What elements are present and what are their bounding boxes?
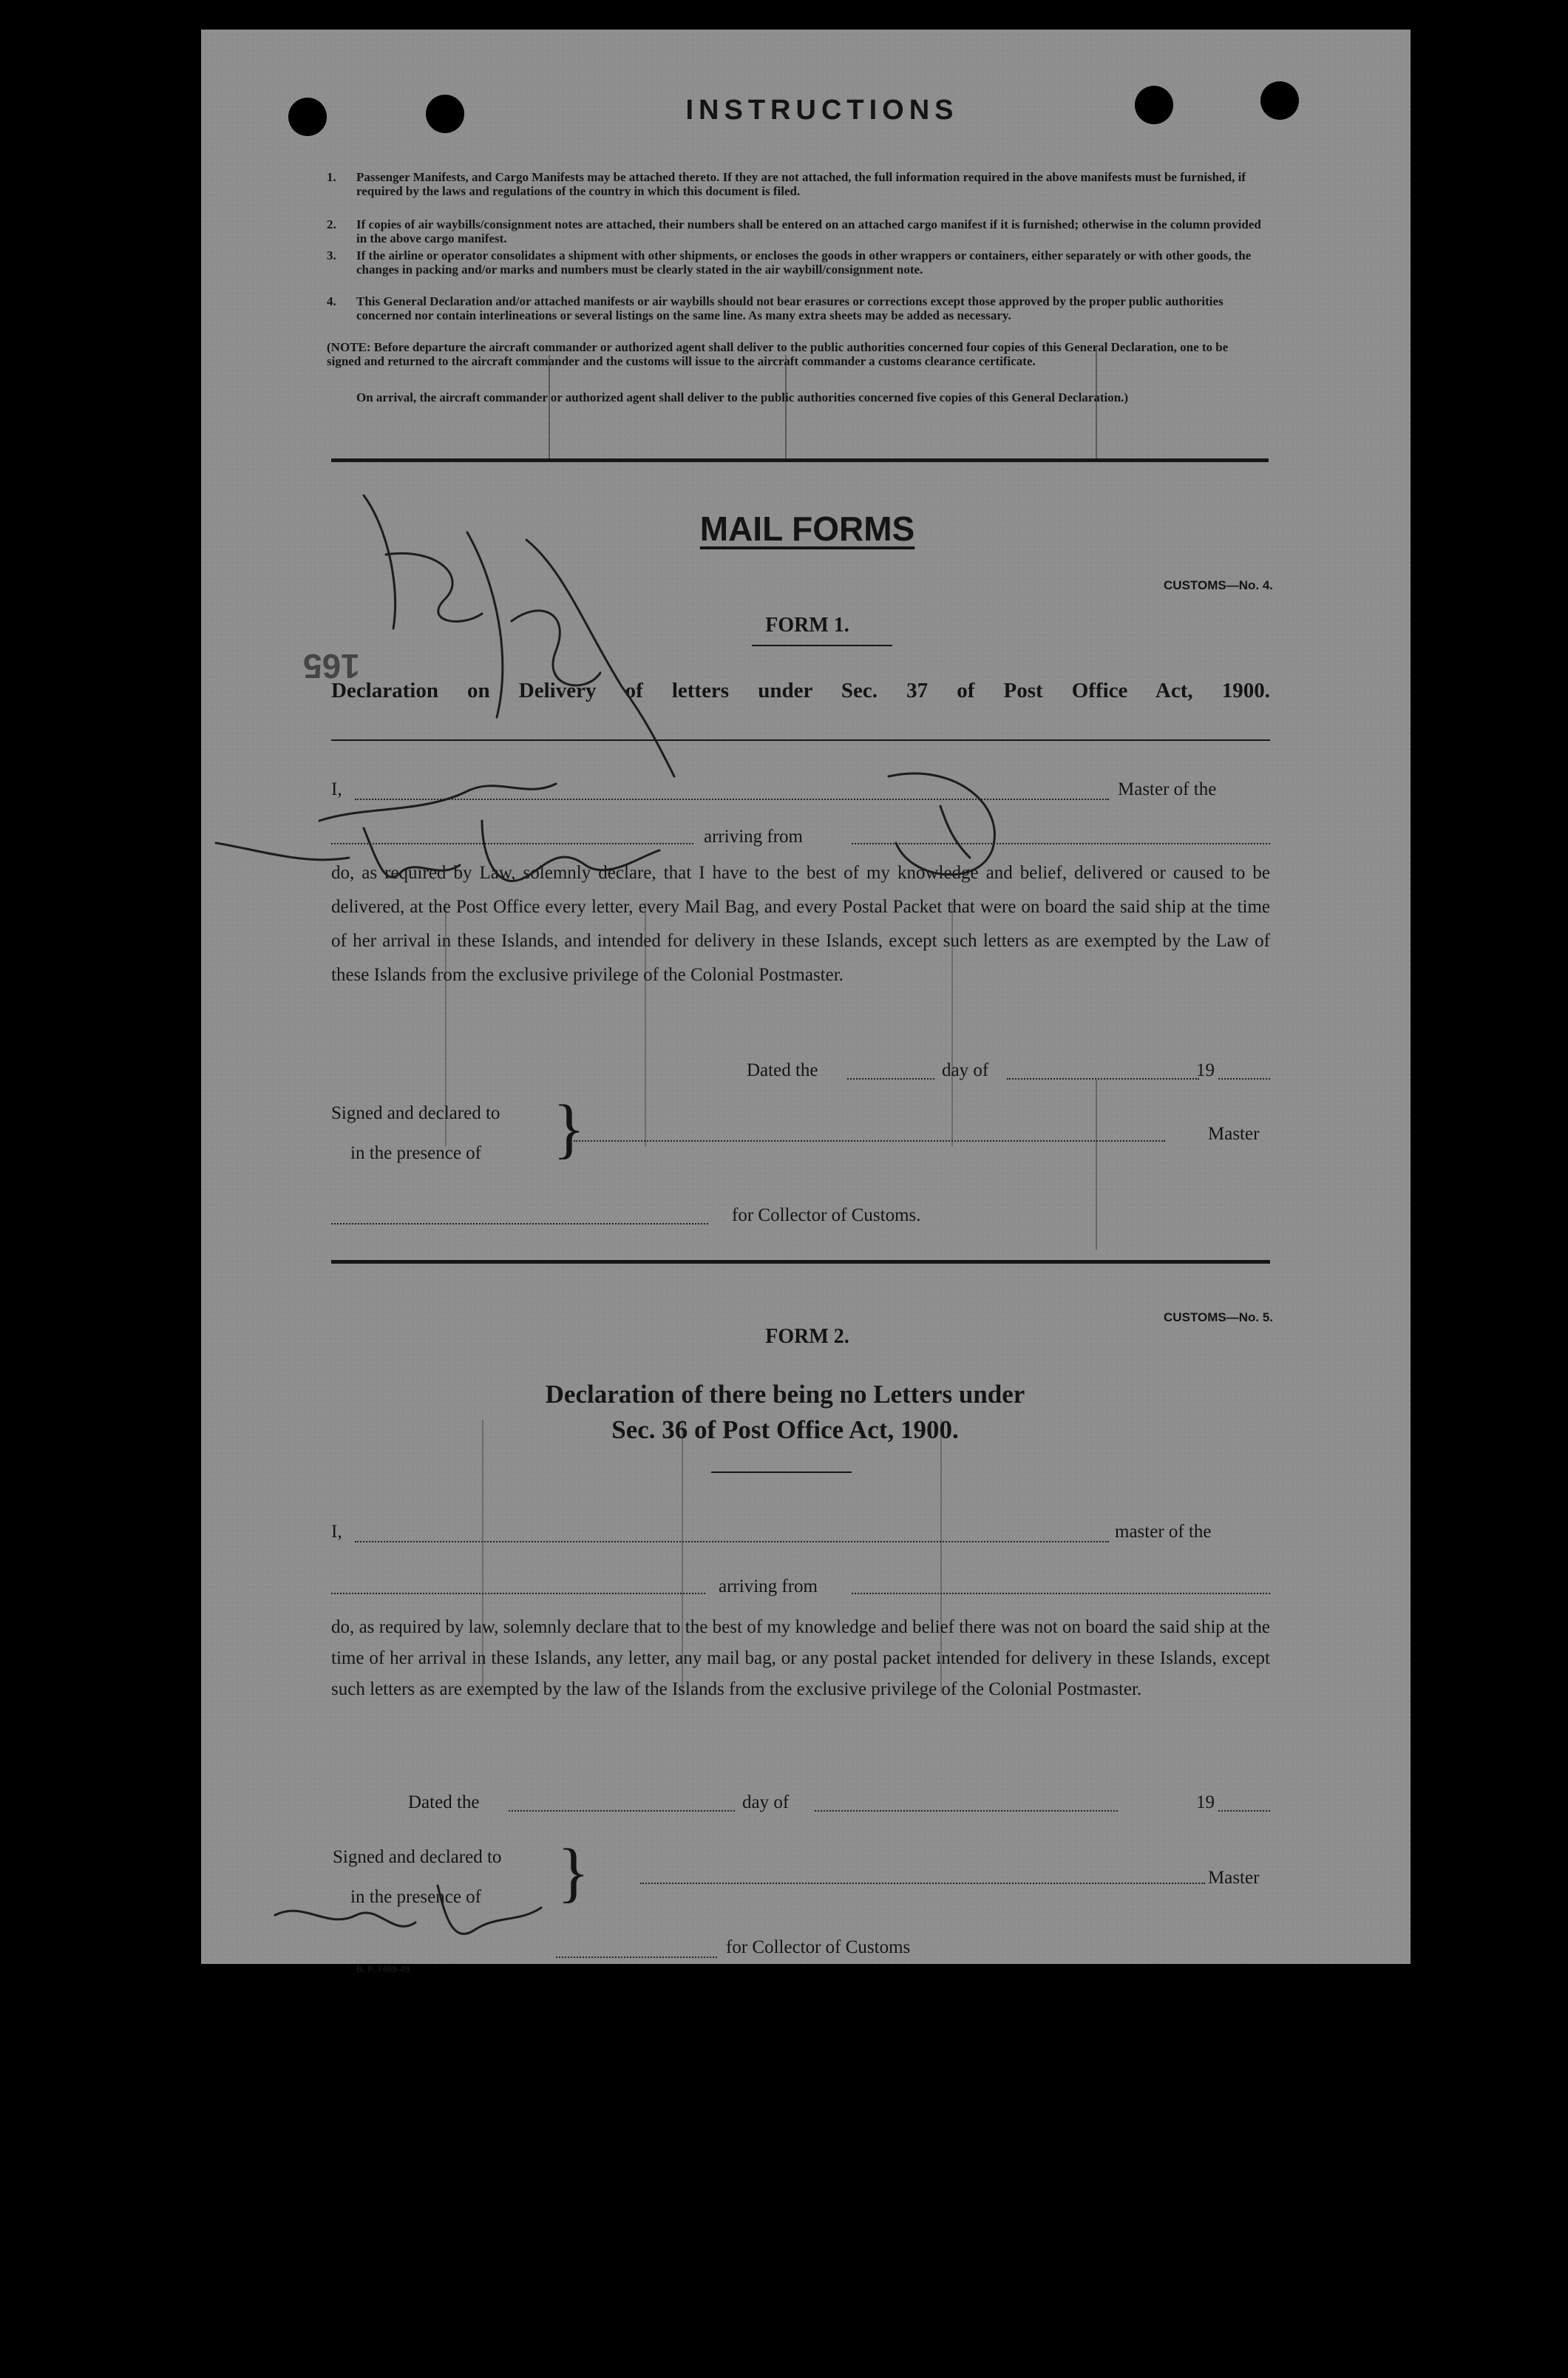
master-label: Master [1208,1124,1260,1144]
fill-in-line [574,1140,1165,1142]
brace: } [557,1836,590,1909]
instruction-item: 2. If copies of air waybills/consignment notes are attached, their numbers shall be entered on an attached cargo manifest if it is furnished; otherwise in the column provided in the above cargo manifest. [327,217,1261,245]
brace: } [553,1092,586,1165]
master-line-end: master of the [1115,1522,1212,1542]
instructions-title: INSTRUCTIONS [685,95,959,126]
punch-hole [1260,81,1299,120]
day-of-label: day of [942,1060,989,1080]
divider [331,1260,1270,1264]
dated-label: Dated the [408,1792,480,1812]
year-label: 19 [1196,1060,1215,1080]
fill-in-line [556,1957,717,1958]
day-of-label: day of [742,1792,790,1812]
collector-label: for Collector of Customs [726,1937,911,1957]
instruction-item: 1. Passenger Manifests, and Cargo Manifests may be attached thereto. If they are not attached, the full information required in the above manifests must be furnished, if required by the laws and regulations of the country in which this document is filed. [327,170,1246,198]
master-label: Master [1208,1868,1260,1888]
instruction-item: 4. This General Declaration and/or attached manifests or air waybills should not bear erasures or corrections except those approved by the proper public authorities concerned nor contain interlineations or several listings on the same line. As many extra sheets may be added as necessary. [327,294,1223,322]
heading-underline [711,1471,852,1473]
fill-in-line [1218,1810,1270,1812]
fill-in-line [331,1593,705,1594]
collector-label: for Collector of Customs. [732,1205,921,1225]
handwritten-signature [260,1871,556,1952]
dated-label: Dated the [747,1060,818,1080]
arriving-from-label: arriving from [719,1576,818,1596]
bleed-through-line [785,355,787,458]
instruction-item: 3. If the airline or operator consolidates a shipment with other shipments, or encloses the goods in other wrappers or containers, either separately or with other goods, the changes in packing and/or marks and numbers must be clearly stated in the air waybill/consignment note. [327,248,1252,277]
arriving-from-label: arriving from [704,827,803,847]
fill-in-line [852,1593,1270,1594]
handwritten-signature [201,799,674,902]
bleed-through-line [1096,348,1097,458]
form-heading: FORM 2. [765,1325,849,1348]
document-page [201,30,1411,1974]
declaration-body: do, as required by law, solemnly declare that to the best of my knowledge and belief there was not on board the said ship at the time of her arrival in these Islands, any letter, any mail bag, or any postal packet intended for delivery in these Islands, except such letters as are exempted by the law of the Islands from the exclusive privilege of the Colonial Postmaster. [331,1617,1270,1699]
master-line-end: Master of the [1118,779,1217,799]
form-declaration: Sec. 36 of Post Office Act, 1900. [611,1415,959,1444]
fill-in-line [509,1810,735,1812]
fill-in-line [1218,1078,1270,1080]
mail-forms-title: MAIL FORMS [699,509,915,548]
year-label: 19 [1196,1792,1215,1812]
fill-in-line [1007,1078,1199,1080]
bleed-through-line [549,355,550,458]
customs-number: CUSTOMS—No. 5. [1164,1310,1273,1324]
heading-underline [752,645,892,646]
punch-hole [426,95,464,133]
master-line-start: I, [331,1522,342,1542]
punch-hole [288,98,327,136]
fill-in-line [847,1078,934,1080]
instruction-note: (NOTE: Before departure the aircraft commander or authorized agent shall deliver to the public authorities concerned four copies of this General Declaration, one to be signed and returned to the aircraft commander and the customs will issue to the aircraft commander a customs clearance certificate. [327,340,1229,368]
form-declaration: Declaration of there being no Letters under [545,1380,1025,1409]
punch-hole [1135,86,1173,124]
signed-label: Signed and declared to [331,1103,500,1123]
bleed-through-line [1096,1080,1097,1250]
form-declaration: Declaration on Delivery of letters under Sec. 37 of Post Office Act, 1900. [331,679,1270,702]
handwritten-mark [866,762,1014,887]
declaration-body: do, as required by Law, solemnly declare, that I have to the best of my knowledge and belief, delivered or caused to be delivered, at the Post Office every letter, every Mail Bag, and every Postal Packet that were on board the said ship at the time of her arrival in these Islands, and intended for delivery in these Islands, except such letters as are exempted by the Law of these Islands from the exclusive privilege of the Colonial Postmaster. [331,863,1270,985]
form-heading: FORM 1. [765,614,849,637]
fill-in-line [331,1223,708,1224]
customs-number: CUSTOMS—No. 4. [1164,578,1273,592]
fill-in-line [355,1541,1109,1542]
presence-label: in the presence of [350,1887,482,1907]
presence-label: in the presence of [350,1143,482,1163]
stamp-number: 165 [303,647,360,685]
master-line-start: I, [331,779,342,799]
instruction-note-arrival: On arrival, the aircraft commander or authorized agent shall deliver to the public authorities concerned five copies of this General Declaration.) [356,390,1129,404]
footer-code: B. P. 7469-49 [356,1964,410,1974]
fill-in-line [815,1810,1118,1812]
divider [331,458,1269,462]
signed-label: Signed and declared to [333,1847,502,1867]
handwritten-signature [275,466,733,836]
fill-in-line [640,1883,1205,1884]
